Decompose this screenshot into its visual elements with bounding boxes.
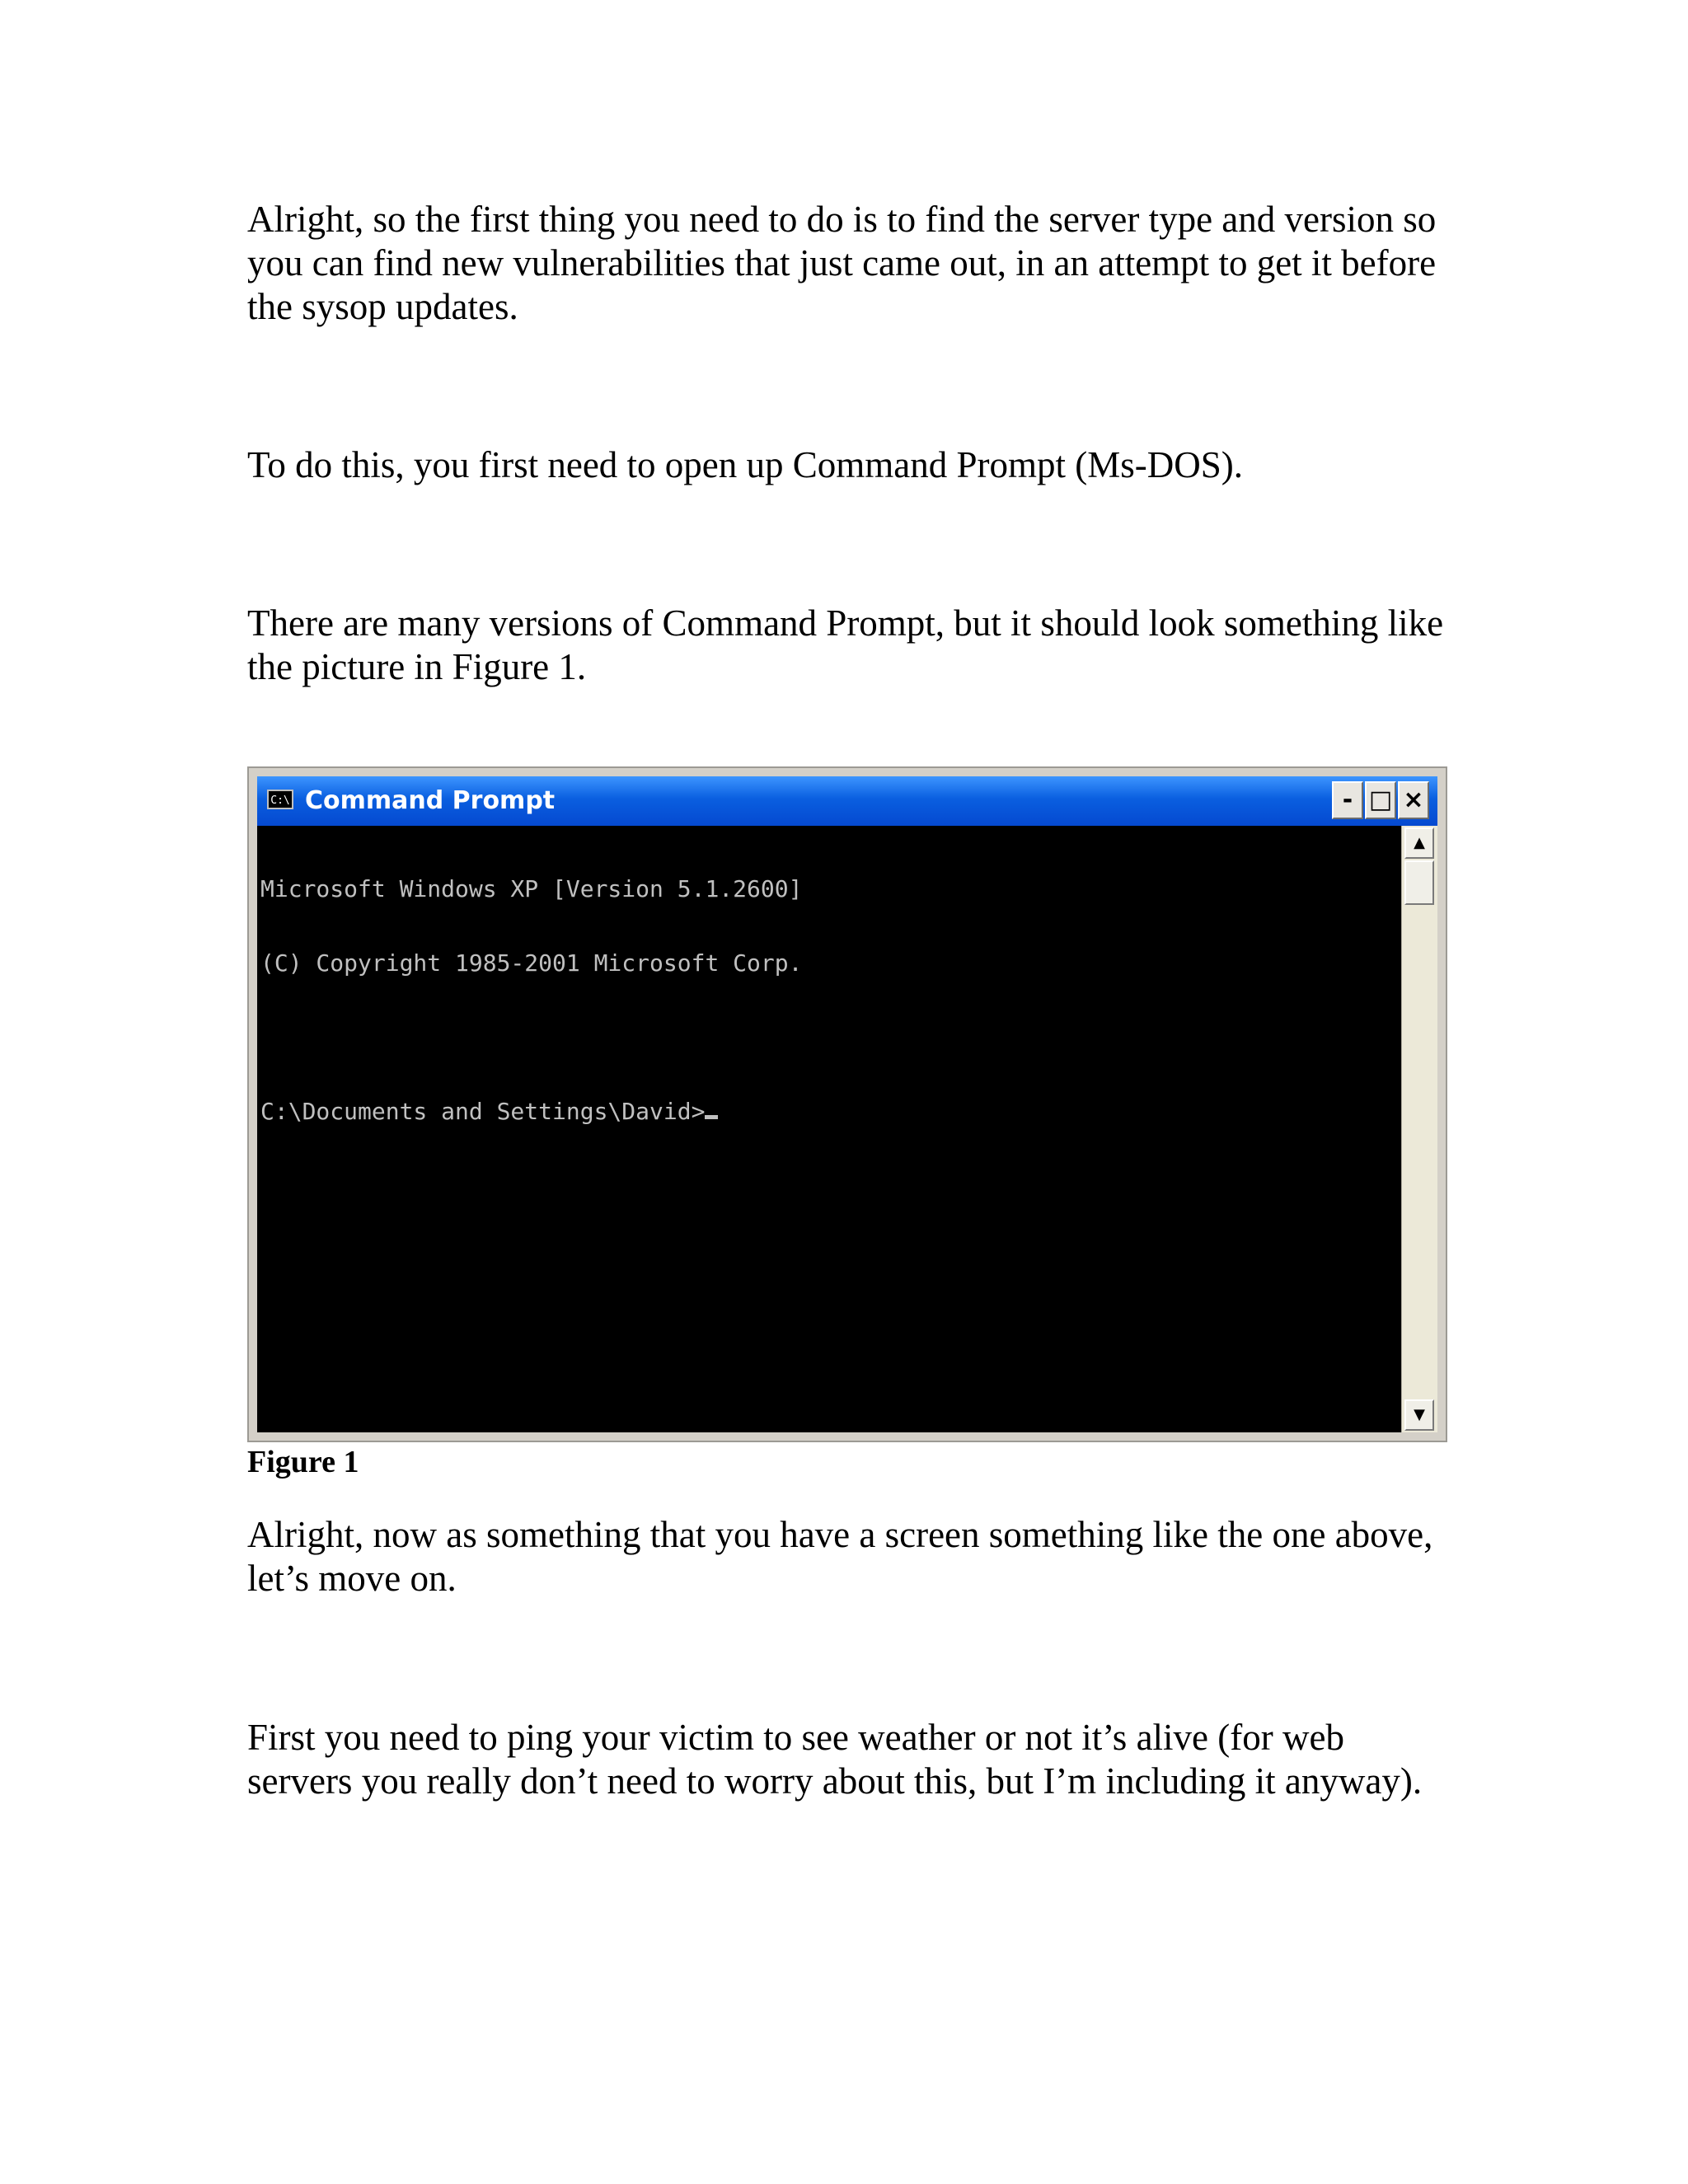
- command-prompt-figure: [247, 766, 1447, 1442]
- move-on-paragraph: Alright, now as something that you have a screen something like the one above, let’s move on.: [247, 1514, 1433, 1599]
- scroll-down-button[interactable]: [1404, 1399, 1434, 1431]
- ping-paragraph: First you need to ping your victim to see weather or not it’s alive (for web servers you really don’t need to worry about this, but I’m including it anyway).: [247, 1717, 1423, 1802]
- close-icon: ×: [1403, 785, 1424, 814]
- scroll-up-button[interactable]: [1404, 827, 1434, 859]
- console-prompt-line: [260, 1099, 1398, 1124]
- command-prompt-window: [257, 776, 1437, 1432]
- console-prompt: C:\Documents and Settings\David>: [260, 1098, 706, 1125]
- close-button[interactable]: [1398, 781, 1429, 819]
- vertical-scrollbar[interactable]: [1401, 826, 1437, 1432]
- minimize-button[interactable]: [1332, 781, 1363, 819]
- command-prompt-icon: C:\: [267, 790, 293, 809]
- versions-paragraph: There are many versions of Command Prompt, but it should look something like the picture in Figure 1.: [247, 602, 1444, 687]
- open-command-prompt-paragraph: To do this, you first need to open up Command Prompt (Ms-DOS).: [247, 444, 1244, 485]
- figure-caption: Figure 1: [247, 1445, 359, 1479]
- arrow-up-icon: ▲: [1414, 834, 1425, 851]
- arrow-down-icon: ▼: [1414, 1406, 1425, 1423]
- maximize-button[interactable]: [1365, 781, 1396, 819]
- console-output[interactable]: [257, 826, 1401, 1432]
- scroll-thumb[interactable]: [1404, 860, 1434, 905]
- console-line: (C) Copyright 1985-2001 Microsoft Corp.: [260, 949, 803, 977]
- intro-paragraph: Alright, so the first thing you need to do is to find the server type and version so you can find new vulnerabilities that just came out, in an attempt to get it before the sysop updates.: [247, 199, 1437, 327]
- console-cursor: [705, 1115, 718, 1119]
- console-line: Microsoft Windows XP [Version 5.1.2600]: [260, 875, 803, 902]
- minimize-icon: -: [1342, 785, 1353, 814]
- maximize-icon: □: [1368, 785, 1393, 814]
- window-title: Command Prompt: [305, 786, 556, 815]
- window-titlebar[interactable]: [257, 776, 1437, 826]
- console-blank-line: [260, 1025, 1398, 1050]
